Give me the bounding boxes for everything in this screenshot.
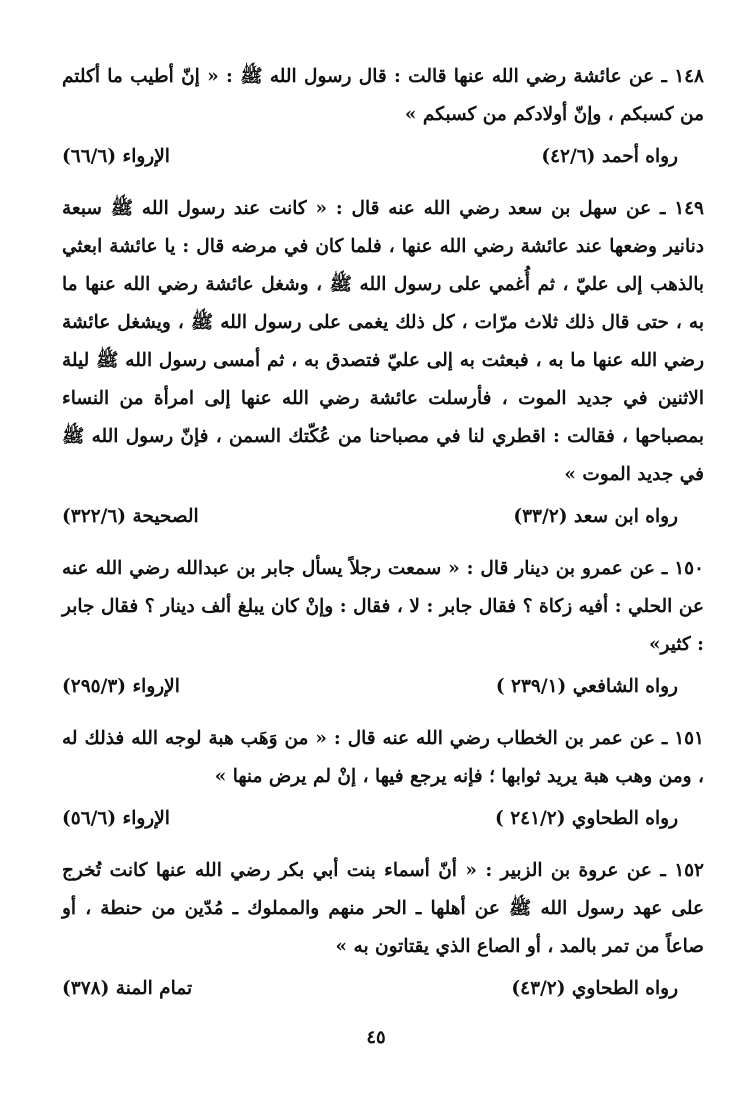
hadith-149: [62, 190, 704, 534]
hadith-text: ١٥٠ ـ عن عمرو بن دينار قال : « سمعت رجلاً يسأل جابر بن عبدالله رضي الله عنه عن الحلي : أفيه زكاة ؟ فقال جابر : لا ، فقال : وإنْ كان يبلغ ألف دينار ؟ فقال جابر : كثير»: [62, 558, 704, 655]
hadith-150: [62, 550, 704, 704]
hadith-grading: الصحيحة (٣٢٢/٦): [62, 506, 199, 527]
hadith-grading: الإرواء (٦٦/٦): [62, 146, 170, 167]
hadith-reference: [62, 670, 704, 704]
book-page: [62, 58, 704, 1056]
hadith-grading: الإرواء (٢٩٥/٣): [62, 676, 180, 697]
hadith-grading: تمام المنة (٣٧٨): [62, 978, 193, 999]
hadith-reference: [62, 500, 704, 534]
hadith-text: ١٥١ ـ عن عمر بن الخطاب رضي الله عنه قال : « من وَهَب هبة لوجه الله فذلك له ، ومن وهب هبة يريد ثوابها ؛ فإنه يرجع فيها ، إنْ لم يرض منها »: [62, 728, 704, 787]
hadith-152: [62, 852, 704, 1006]
hadith-source: رواه الطحاوي (٢٤١/٢ ): [495, 808, 678, 829]
hadith-source: رواه الشافعي (٢٣٩/١ ): [495, 676, 678, 697]
hadith-text: ١٥٢ ـ عن عروة بن الزبير : « أنّ أسماء بنت أبي بكر رضي الله عنها كانت تُخرج على عهد رسول الله ﷺ عن أهلها ـ الحر منهم والمملوك ـ مُدّين من حنطة ، أو صاعاً من تمر بالمد ، أو الصاع الذي يقتاتون به »: [62, 860, 704, 957]
hadith-text: ١٤٩ ـ عن سهل بن سعد رضي الله عنه قال : « كانت عند رسول الله ﷺ سبعة دنانير وضعها عند عائشة رضي الله عنها ، فلما كان في مرضه قال : يا عائشة ابعثي بالذهب إلى عليّ ، ثم أُغمي على رسول الله ﷺ ، وشغل عائشة رضي الله عنها ما به ، حتى قال ذلك ثلاث مرّات ، كل ذلك يغمى على رسول الله ﷺ ، ويشغل عائشة رضي الله عنها ما به ، فبعثت به إلى عليّ فتصدق به ، ثم أمسى رسول الله ﷺ ليلة الاثنين في جديد الموت ، فأرسلت عائشة رضي الله عنها إلى امرأة من النساء بمصباحها ، فقالت : اقطري لنا في مصباحنا من عُكّتك السمن ، فإنّ رسول الله ﷺ في جديد الموت »: [62, 198, 704, 485]
hadith-text: ١٤٨ ـ عن عائشة رضي الله عنها قالت : قال رسول الله ﷺ : « إنّ أطيب ما أكلتم من كسبكم ، وإنّ أولادكم من كسبكم »: [62, 66, 704, 125]
hadith-151: [62, 720, 704, 836]
hadith-source: رواه الطحاوي (٤٣/٢): [511, 978, 678, 999]
hadith-148: [62, 58, 704, 174]
hadith-source: رواه أحمد (٤٢/٦): [541, 146, 678, 167]
hadith-reference: [62, 140, 704, 174]
hadith-reference: [62, 802, 704, 836]
hadith-grading: الإرواء (٥٦/٦): [62, 808, 170, 829]
page-number: ٤٥: [366, 1027, 386, 1048]
hadith-reference: [62, 972, 704, 1006]
hadith-source: رواه ابن سعد (٣٣/٢): [513, 506, 678, 527]
